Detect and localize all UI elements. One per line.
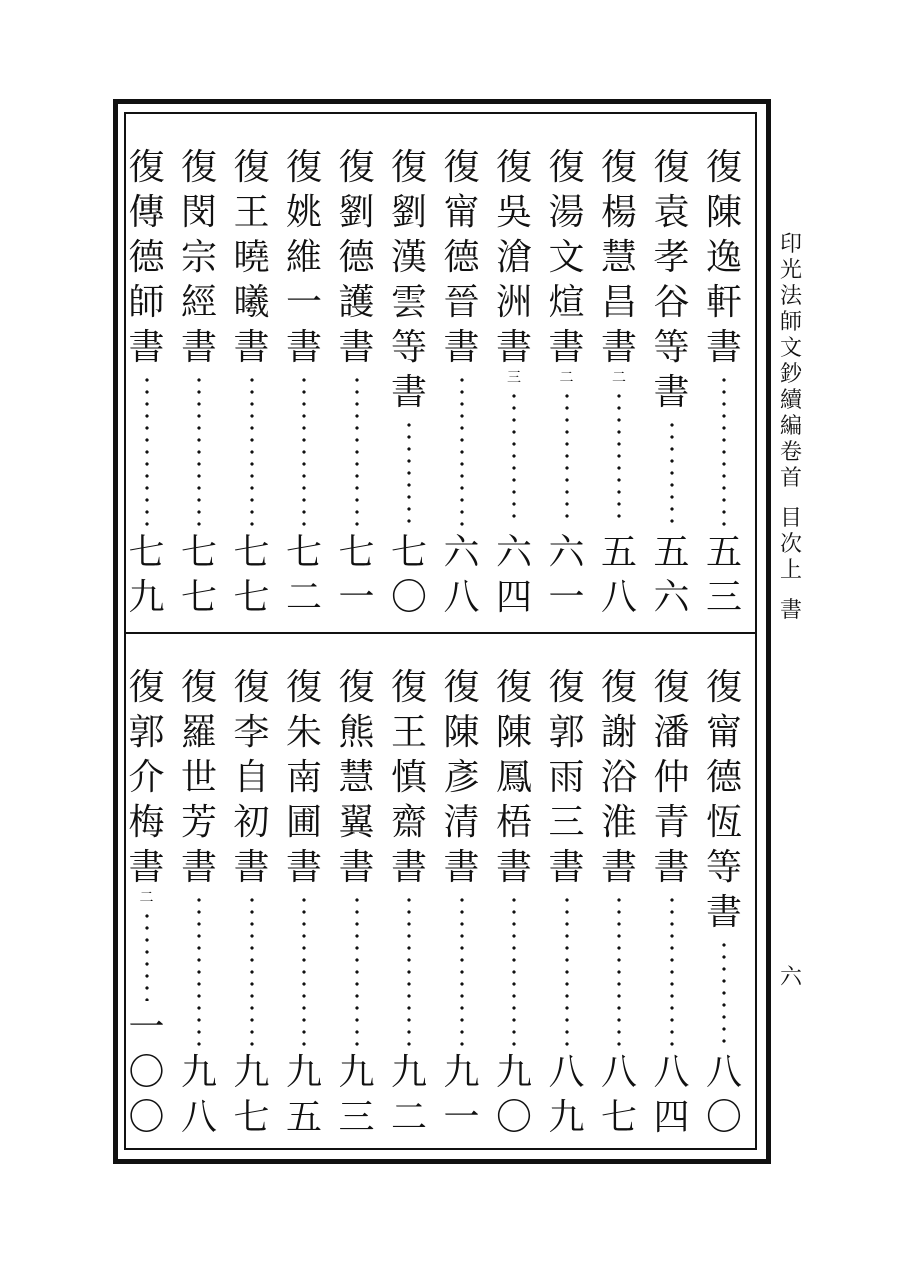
header-vertical-text (776, 232, 806, 624)
toc-entry-title: 復 楊 慧 昌 書 (600, 147, 637, 368)
toc-entry-title: 復 吳 滄 洲 書 (495, 147, 532, 368)
toc-entry-page: 五 六 (653, 532, 690, 618)
toc-entry (230, 145, 274, 620)
toc-entry (492, 145, 536, 620)
toc-entry (387, 145, 431, 620)
dot-leader (302, 374, 306, 526)
dot-leader (145, 374, 149, 526)
toc-entry-page: 七 九 (128, 532, 165, 618)
toc-entry (125, 665, 169, 1140)
toc-entry-page: 九 三 (338, 1052, 375, 1138)
toc-entry-page: 一 〇 〇 (128, 1007, 165, 1138)
toc-entry (335, 145, 379, 620)
dot-leader (145, 910, 149, 1001)
toc-entry-title: 復 李 自 初 書 (233, 667, 270, 888)
dot-leader (407, 894, 411, 1046)
toc-entry (702, 665, 746, 1140)
dot-leader (355, 894, 359, 1046)
toc-entry-title: 復 閔 宗 經 書 (180, 147, 217, 368)
toc-entry-title: 復 郭 雨 三 書 (548, 667, 585, 888)
toc-entry-page: 六 四 (495, 532, 532, 618)
toc-entry-title: 復 陳 彥 清 書 (443, 667, 480, 888)
toc-entry (492, 665, 536, 1140)
toc-entry-title: 復 王 慎 齋 書 (390, 667, 427, 888)
toc-entry (650, 145, 694, 620)
header-title-text: 印 光 法 師 文 鈔 續 編 卷 首 (779, 232, 802, 491)
toc-entry-title: 復 劉 德 護 書 (338, 147, 375, 368)
toc-entry-page: 九 五 (285, 1052, 322, 1138)
toc-entry-page: 八 九 (548, 1052, 585, 1138)
toc-entry-note: 二 (559, 370, 574, 386)
toc-entry (335, 665, 379, 1140)
toc-entry-title: 復 甯 德 晉 書 (443, 147, 480, 368)
toc-entry (177, 665, 221, 1140)
toc-entry-page: 六 一 (548, 532, 585, 618)
running-header (776, 232, 806, 624)
toc-entry-title: 復 陳 鳳 梧 書 (495, 667, 532, 888)
toc-entry (545, 665, 589, 1140)
dot-leader (250, 374, 254, 526)
toc-entry-page: 五 八 (600, 532, 637, 618)
dot-leader (250, 894, 254, 1046)
toc-entry-page: 七 七 (180, 532, 217, 618)
toc-entry (440, 665, 484, 1140)
toc-entry-title: 復 王 曉 曦 書 (233, 147, 270, 368)
dot-leader (722, 374, 726, 526)
toc-entry-title: 復 劉 漢 雲 等 書 (390, 147, 427, 413)
toc-entry-page: 九 七 (233, 1052, 270, 1138)
toc-entry-page: 八 〇 (705, 1052, 742, 1138)
toc-entry-page: 九 〇 (495, 1052, 532, 1138)
toc-entry (650, 665, 694, 1140)
toc-entry (177, 145, 221, 620)
toc-entry-note: 三 (507, 370, 521, 386)
toc-entry (597, 145, 641, 620)
toc-entry-page: 七 〇 (390, 532, 427, 618)
toc-entry-page: 五 三 (705, 532, 742, 618)
toc-entry-title: 復 姚 維 一 書 (285, 147, 322, 368)
toc-entry (282, 145, 326, 620)
toc-entry-title: 復 袁 孝 谷 等 書 (653, 147, 690, 413)
toc-entry-title: 復 朱 南 圃 書 (285, 667, 322, 888)
dot-leader (565, 390, 569, 526)
toc-entry-title: 復 甯 德 恆 等 書 (705, 667, 742, 933)
dot-leader (512, 894, 516, 1046)
section-divider (124, 632, 757, 634)
dot-leader (512, 390, 516, 526)
toc-entry-page: 八 四 (653, 1052, 690, 1138)
toc-entry (282, 665, 326, 1140)
toc-entry-page: 九 二 (390, 1052, 427, 1138)
toc-entry (440, 145, 484, 620)
dot-leader (355, 374, 359, 526)
dot-leader (302, 894, 306, 1046)
toc-entry-page: 七 一 (338, 532, 375, 618)
toc-entry-title: 復 郭 介 梅 書 (128, 667, 165, 888)
dot-leader (460, 374, 464, 526)
toc-entry (125, 145, 169, 620)
toc-entry-note: 二 (139, 890, 154, 906)
toc-entry-page: 六 八 (443, 532, 480, 618)
dot-leader (460, 894, 464, 1046)
toc-entry (230, 665, 274, 1140)
toc-entry-page: 七 二 (285, 532, 322, 618)
toc-entry-title: 復 陳 逸 軒 書 (705, 147, 742, 368)
toc-entry-page: 九 八 (180, 1052, 217, 1138)
toc-entry-page: 九 一 (443, 1052, 480, 1138)
header-section-text: 目 次 上 (779, 506, 802, 583)
dot-leader (197, 374, 201, 526)
toc-entry (545, 145, 589, 620)
toc-entry-title: 復 謝 浴 淮 書 (600, 667, 637, 888)
dot-leader (565, 894, 569, 1046)
dot-leader (617, 894, 621, 1046)
page-number: 六 (779, 965, 802, 990)
dot-leader (722, 939, 726, 1046)
dot-leader (407, 419, 411, 526)
toc-entry-page: 七 七 (233, 532, 270, 618)
toc-entry-title: 復 湯 文 煊 書 (548, 147, 585, 368)
toc-entry-title: 復 羅 世 芳 書 (180, 667, 217, 888)
toc-entry (702, 145, 746, 620)
dot-leader (617, 390, 621, 526)
toc-entry-page: 八 七 (600, 1052, 637, 1138)
toc-entry-title: 復 潘 仲 青 書 (653, 667, 690, 888)
dot-leader (670, 894, 674, 1046)
toc-entry-title: 復 熊 慧 翼 書 (338, 667, 375, 888)
header-category-text: 書 (779, 598, 802, 623)
toc-entry-note: 二 (612, 370, 626, 386)
toc-entry (387, 665, 431, 1140)
toc-entry (597, 665, 641, 1140)
dot-leader (670, 419, 674, 526)
toc-entry-title: 復 傳 德 師 書 (128, 147, 165, 368)
dot-leader (197, 894, 201, 1046)
